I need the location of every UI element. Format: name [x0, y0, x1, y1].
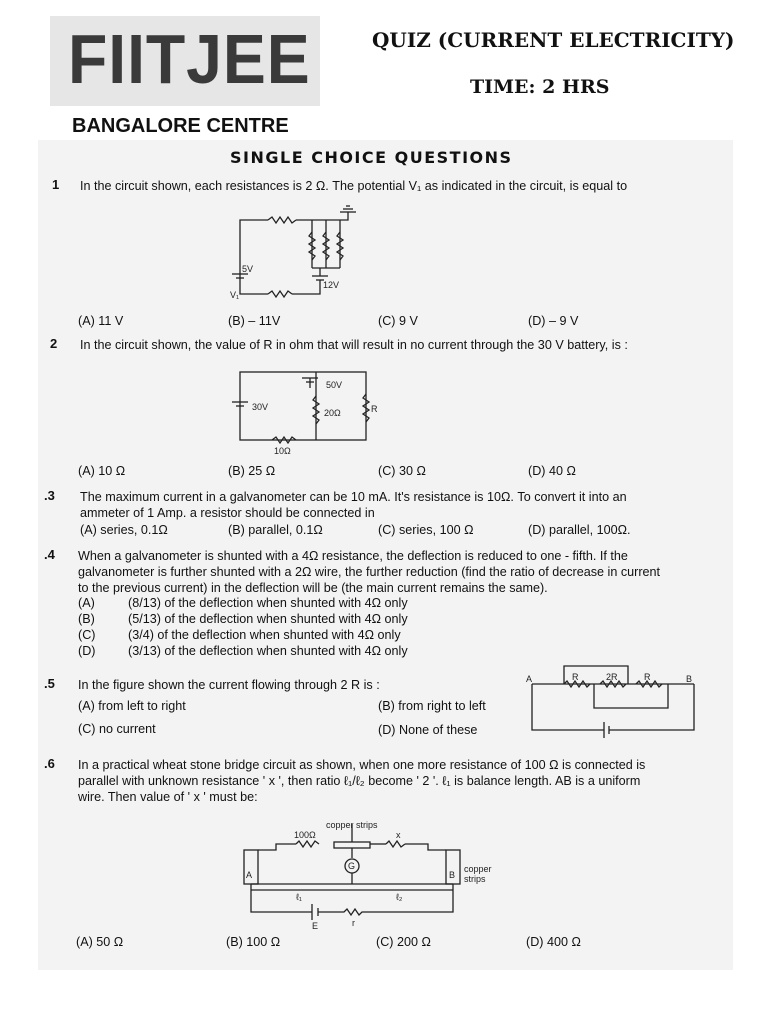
circuit-diagram-q5: [524, 660, 702, 738]
question-text: In the figure shown the current flowing through 2 R is :: [78, 678, 380, 692]
question-text: In the circuit shown, the value of R in ohm that will result in no current through the 30 V battery, is :: [80, 338, 628, 352]
option-b[interactable]: (B) – 11V: [228, 314, 281, 328]
figure-label: copper strips: [326, 820, 378, 830]
option-d[interactable]: (D) – 9 V: [528, 314, 579, 328]
figure-label: 10Ω: [274, 446, 291, 456]
quiz-time: TIME: 2 HRS: [470, 76, 610, 98]
figure-label: strips: [464, 874, 486, 884]
option-d[interactable]: (D) None of these: [378, 723, 478, 737]
figure-label: r: [352, 918, 355, 928]
figure-label: R: [572, 672, 579, 682]
question-text: In the circuit shown, each resistances is 2 Ω. The potential V₁ as indicated in the circuit, is equal to: [80, 179, 628, 193]
option-c-label[interactable]: (C): [78, 628, 96, 642]
figure-label: R: [371, 404, 378, 414]
option-a-label[interactable]: (A): [78, 596, 95, 610]
figure-label: R: [644, 672, 651, 682]
figure-label: E: [312, 921, 319, 930]
figure-label: 100Ω: [294, 830, 316, 840]
option-c[interactable]: (C) 30 Ω: [378, 464, 426, 478]
figure-label: 12V: [323, 280, 340, 290]
figure-label: ℓ₁: [296, 892, 302, 902]
question-number: 1: [52, 177, 60, 192]
question-text: galvanometer is further shunted with a 2Ω wire, the further reduction (find the ratio of decrease in current: [78, 565, 661, 579]
figure-label: 30V: [252, 402, 269, 412]
figure-label: 50V: [326, 380, 343, 390]
question-number: .5: [44, 676, 55, 691]
option-d[interactable]: (D) 40 Ω: [528, 464, 576, 478]
section-title: SINGLE CHOICE QUESTIONS: [230, 148, 513, 167]
question-text: parallel with unknown resistance ' x ', then ratio ℓ₁/ℓ₂ become ' 2 '. ℓ₁ is balance length. AB is a uniform: [78, 774, 641, 788]
option-b[interactable]: (5/13) of the deflection when shunted with 4Ω only: [128, 612, 408, 626]
figure-label: 2R: [606, 672, 618, 682]
option-b[interactable]: (B) 100 Ω: [226, 935, 281, 949]
question-text: ammeter of 1 Amp. a resistor should be connected in: [80, 506, 375, 520]
figure-label: copper: [464, 864, 492, 874]
question-text: In a practical wheat stone bridge circuit as shown, when one more resistance of 100 Ω is connected is: [78, 758, 646, 772]
option-d[interactable]: (D) 400 Ω: [526, 935, 581, 949]
figure-label: x: [396, 830, 401, 840]
option-c[interactable]: (C) 9 V: [378, 314, 418, 328]
option-a[interactable]: (A) from left to right: [78, 699, 186, 713]
question-text: to the previous current) in the deflection will be (the main current remains the same).: [78, 581, 548, 595]
option-a[interactable]: (A) 10 Ω: [78, 464, 126, 478]
figure-label: V₁: [230, 290, 240, 300]
fiitjee-logo: FIITJEE: [68, 20, 311, 98]
figure-label: A: [526, 674, 533, 684]
option-b[interactable]: (B) from right to left: [378, 699, 486, 713]
figure-label: ℓ₂: [396, 892, 403, 902]
option-b-label[interactable]: (B): [78, 612, 95, 626]
circuit-diagram-q2: [228, 366, 378, 458]
option-a[interactable]: (A) series, 0.1Ω: [80, 523, 168, 537]
option-d-label[interactable]: (D): [78, 644, 96, 658]
option-a[interactable]: (8/13) of the deflection when shunted with 4Ω only: [128, 596, 408, 610]
figure-label: 5V: [242, 264, 254, 274]
question-number: .4: [44, 547, 55, 562]
option-d[interactable]: (D) parallel, 100Ω.: [528, 523, 631, 537]
figure-label: B: [686, 674, 693, 684]
option-a[interactable]: (A) 50 Ω: [76, 935, 124, 949]
option-b[interactable]: (B) 25 Ω: [228, 464, 276, 478]
question-text: wire. Then value of ' x ' must be:: [78, 790, 258, 804]
figure-label: 20Ω: [324, 408, 341, 418]
option-c[interactable]: (C) 200 Ω: [376, 935, 431, 949]
option-b[interactable]: (B) parallel, 0.1Ω: [228, 523, 323, 537]
option-c[interactable]: (C) no current: [78, 722, 156, 736]
circuit-diagram-q6: [236, 818, 512, 930]
circuit-diagram-q1: [228, 198, 378, 306]
question-number: 2: [50, 336, 58, 351]
option-a[interactable]: (A) 11 V: [78, 314, 124, 328]
figure-label: G: [348, 861, 356, 871]
question-number: .3: [44, 488, 55, 503]
option-c[interactable]: (C) series, 100 Ω: [378, 523, 474, 537]
figure-label: A: [246, 870, 253, 880]
question-number: .6: [44, 756, 55, 771]
question-text: The maximum current in a galvanometer can be 10 mA. It's resistance is 10Ω. To convert it into an: [80, 490, 627, 504]
option-c[interactable]: (3/4) of the deflection when shunted with 4Ω only: [128, 628, 401, 642]
option-d[interactable]: (3/13) of the deflection when shunted with 4Ω only: [128, 644, 408, 658]
figure-label: B: [449, 870, 456, 880]
question-text: When a galvanometer is shunted with a 4Ω resistance, the deflection is reduced to one - fifth. If the: [78, 549, 628, 563]
centre-name: BANGALORE CENTRE: [72, 115, 289, 137]
quiz-title: QUIZ (CURRENT ELECTRICITY): [372, 28, 735, 52]
